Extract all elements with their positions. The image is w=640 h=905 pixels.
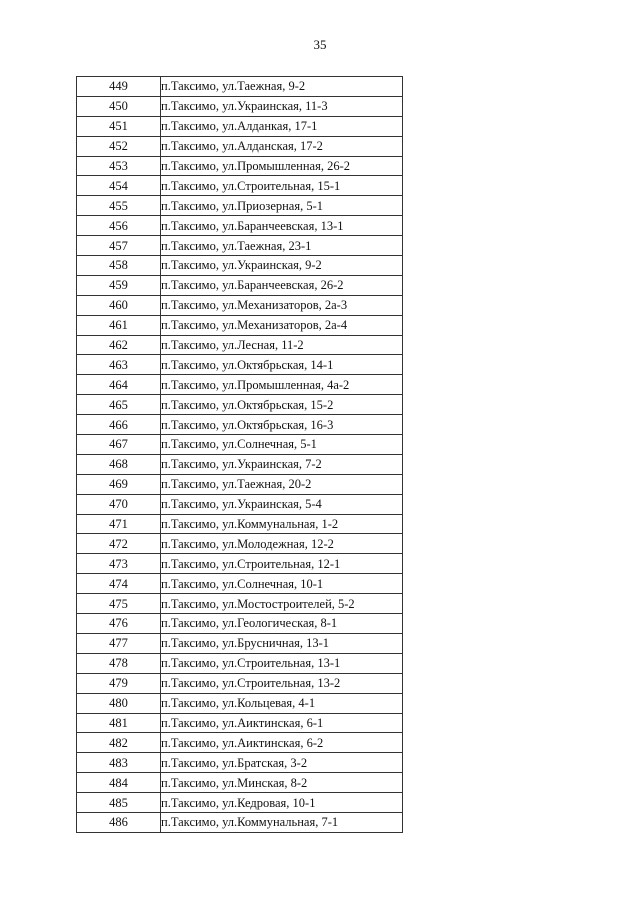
row-number-cell: 479 [77,673,161,693]
table-row [77,236,403,256]
row-number-cell: 468 [77,454,161,474]
address-cell: п.Таксимо, ул.Механизаторов, 2а-4 [161,315,403,335]
row-number-cell: 475 [77,594,161,614]
address-cell: п.Таксимо, ул.Украинская, 9-2 [161,256,403,276]
table-row [77,216,403,236]
address-cell: п.Таксимо, ул.Строительная, 15-1 [161,176,403,196]
address-cell: п.Таксимо, ул.Минская, 8-2 [161,773,403,793]
address-cell: п.Таксимо, ул.Баранчеевская, 26-2 [161,275,403,295]
address-table [76,76,403,833]
row-number-cell: 472 [77,534,161,554]
address-cell: п.Таксимо, ул.Украинская, 5-4 [161,494,403,514]
row-number-cell: 482 [77,733,161,753]
table-row [77,375,403,395]
address-cell: п.Таксимо, ул.Алданская, 17-2 [161,136,403,156]
table-row [77,415,403,435]
address-cell: п.Таксимо, ул.Аиктинская, 6-2 [161,733,403,753]
row-number-cell: 486 [77,812,161,832]
address-cell: п.Таксимо, ул.Молодежная, 12-2 [161,534,403,554]
row-number-cell: 478 [77,653,161,673]
row-number-cell: 463 [77,355,161,375]
address-cell: п.Таксимо, ул.Строительная, 13-2 [161,673,403,693]
table-row [77,812,403,832]
row-number-cell: 456 [77,216,161,236]
table-row [77,275,403,295]
page-number: 35 [313,37,327,52]
row-number-cell: 455 [77,196,161,216]
table-row [77,534,403,554]
row-number-cell: 465 [77,395,161,415]
address-cell: п.Таксимо, ул.Лесная, 11-2 [161,335,403,355]
address-cell: п.Таксимо, ул.Таежная, 20-2 [161,474,403,494]
table-body [77,77,403,833]
row-number-cell: 470 [77,494,161,514]
row-number-cell: 458 [77,256,161,276]
table-row [77,156,403,176]
address-cell: п.Таксимо, ул.Октябрьская, 14-1 [161,355,403,375]
row-number-cell: 454 [77,176,161,196]
table-row [77,693,403,713]
address-cell: п.Таксимо, ул.Брусничная, 13-1 [161,633,403,653]
row-number-cell: 476 [77,614,161,634]
row-number-cell: 485 [77,793,161,813]
row-number-cell: 449 [77,77,161,97]
table-row [77,355,403,375]
table-row [77,574,403,594]
row-number-cell: 469 [77,474,161,494]
address-cell: п.Таксимо, ул.Украинская, 11-3 [161,96,403,116]
row-number-cell: 473 [77,554,161,574]
row-number-cell: 452 [77,136,161,156]
table-row [77,494,403,514]
address-cell: п.Таксимо, ул.Солнечная, 5-1 [161,435,403,455]
address-cell: п.Таксимо, ул.Коммунальная, 1-2 [161,514,403,534]
address-cell: п.Таксимо, ул.Строительная, 13-1 [161,653,403,673]
table-row [77,713,403,733]
address-cell: п.Таксимо, ул.Алданкая, 17-1 [161,116,403,136]
row-number-cell: 477 [77,633,161,653]
address-cell: п.Таксимо, ул.Коммунальная, 7-1 [161,812,403,832]
table-row [77,733,403,753]
table-row [77,96,403,116]
row-number-cell: 484 [77,773,161,793]
address-cell: п.Таксимо, ул.Братская, 3-2 [161,753,403,773]
table-row [77,136,403,156]
table-row [77,773,403,793]
row-number-cell: 451 [77,116,161,136]
address-cell: п.Таксимо, ул.Приозерная, 5-1 [161,196,403,216]
table-row [77,116,403,136]
row-number-cell: 461 [77,315,161,335]
table-row [77,633,403,653]
table-row [77,395,403,415]
address-cell: п.Таксимо, ул.Солнечная, 10-1 [161,574,403,594]
table-row [77,454,403,474]
table-row [77,335,403,355]
address-cell: п.Таксимо, ул.Строительная, 12-1 [161,554,403,574]
address-cell: п.Таксимо, ул.Кольцевая, 4-1 [161,693,403,713]
table-row [77,673,403,693]
row-number-cell: 481 [77,713,161,733]
row-number-cell: 483 [77,753,161,773]
address-cell: п.Таксимо, ул.Промышленная, 26-2 [161,156,403,176]
row-number-cell: 474 [77,574,161,594]
address-cell: п.Таксимо, ул.Таежная, 23-1 [161,236,403,256]
row-number-cell: 459 [77,275,161,295]
row-number-cell: 464 [77,375,161,395]
table-row [77,793,403,813]
address-cell: п.Таксимо, ул.Октябрьская, 16-3 [161,415,403,435]
row-number-cell: 460 [77,295,161,315]
row-number-cell: 466 [77,415,161,435]
row-number-cell: 480 [77,693,161,713]
table-row [77,653,403,673]
row-number-cell: 471 [77,514,161,534]
table-row [77,77,403,97]
row-number-cell: 457 [77,236,161,256]
address-cell: п.Таксимо, ул.Баранчеевская, 13-1 [161,216,403,236]
address-cell: п.Таксимо, ул.Геологическая, 8-1 [161,614,403,634]
table-row [77,295,403,315]
table-row [77,176,403,196]
table-row [77,594,403,614]
address-cell: п.Таксимо, ул.Таежная, 9-2 [161,77,403,97]
table-row [77,196,403,216]
address-cell: п.Таксимо, ул.Кедровая, 10-1 [161,793,403,813]
address-cell: п.Таксимо, ул.Промышленная, 4а-2 [161,375,403,395]
row-number-cell: 467 [77,435,161,455]
table-row [77,474,403,494]
table-row [77,435,403,455]
address-cell: п.Таксимо, ул.Мостостроителей, 5-2 [161,594,403,614]
row-number-cell: 450 [77,96,161,116]
table-row [77,256,403,276]
table-row [77,554,403,574]
address-cell: п.Таксимо, ул.Октябрьская, 15-2 [161,395,403,415]
table-row [77,514,403,534]
table-row [77,315,403,335]
table-row [77,614,403,634]
row-number-cell: 453 [77,156,161,176]
address-cell: п.Таксимо, ул.Украинская, 7-2 [161,454,403,474]
row-number-cell: 462 [77,335,161,355]
address-cell: п.Таксимо, ул.Аиктинская, 6-1 [161,713,403,733]
address-cell: п.Таксимо, ул.Механизаторов, 2а-3 [161,295,403,315]
table-row [77,753,403,773]
